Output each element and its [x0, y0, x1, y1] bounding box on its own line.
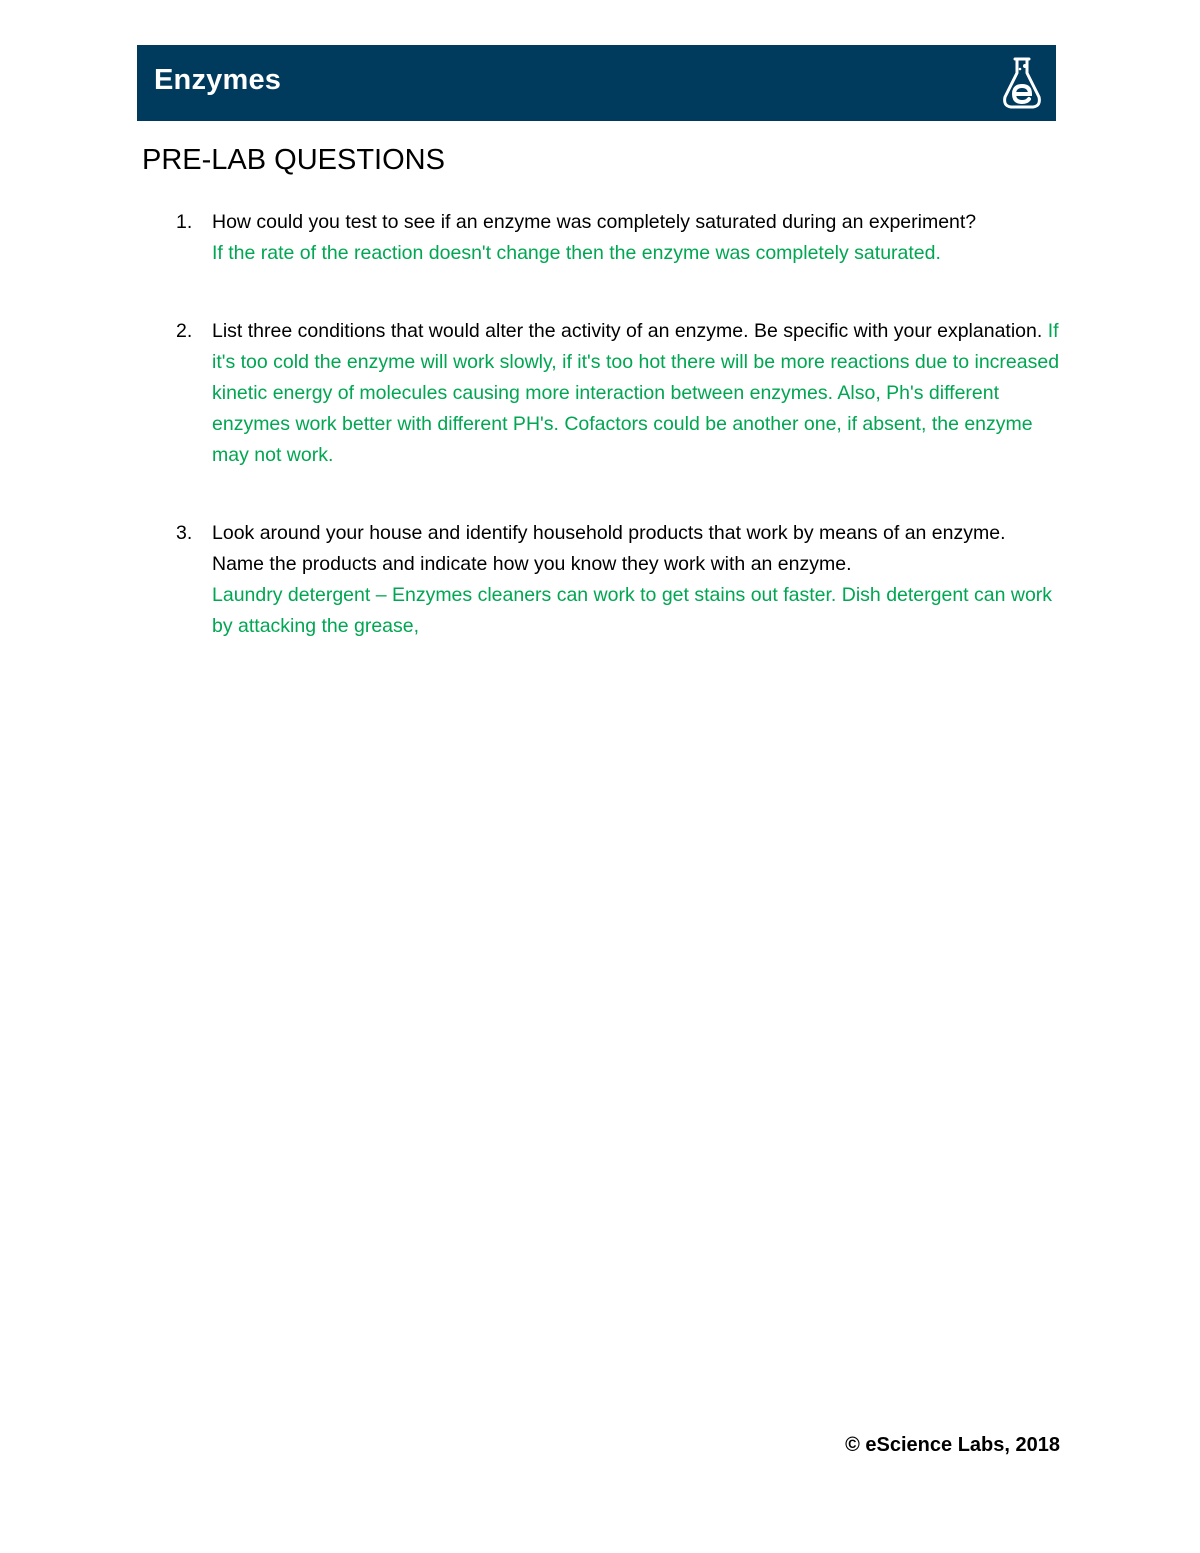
question-number: 3. — [176, 522, 193, 544]
question-answer: If the rate of the reaction doesn't change then the enzyme was completely saturated. — [212, 242, 941, 264]
question-prompt: List three conditions that would alter the activity of an enzyme. Be specific with your explanation. — [212, 320, 1043, 342]
question-answer: Laundry detergent – Enzymes cleaners can work to get stains out faster. Dish detergent can work by attacking the grease, — [212, 584, 1053, 637]
question-number: 1. — [176, 211, 193, 233]
question-item — [142, 207, 1062, 269]
question-prompt: Look around your house and identify household products that work by means of an enzyme. Name the products and indicate how you know they work with an enzyme. — [212, 522, 1006, 575]
question-number: 2. — [176, 320, 193, 342]
question-item — [142, 518, 1062, 642]
page-title: Enzymes — [154, 64, 282, 96]
question-answer: If it's too cold the enzyme will work slowly, if it's too hot there will be more reactions due to increased kinetic energy of molecules causing more interaction between enzymes. Also, Ph's different enzymes work better with different PH's. Cofactors could be another one, if absent, the enzyme may not work. — [212, 320, 1060, 466]
section-title: PRE-LAB QUESTIONS — [142, 144, 445, 176]
question-item — [142, 316, 1062, 471]
question-prompt: How could you test to see if an enzyme was completely saturated during an experiment? — [212, 211, 977, 233]
header-bar — [137, 45, 1056, 121]
footer-copyright: © eScience Labs, 2018 — [845, 1434, 1060, 1456]
flask-e-logo-icon — [998, 53, 1046, 113]
question-list — [142, 207, 1062, 642]
